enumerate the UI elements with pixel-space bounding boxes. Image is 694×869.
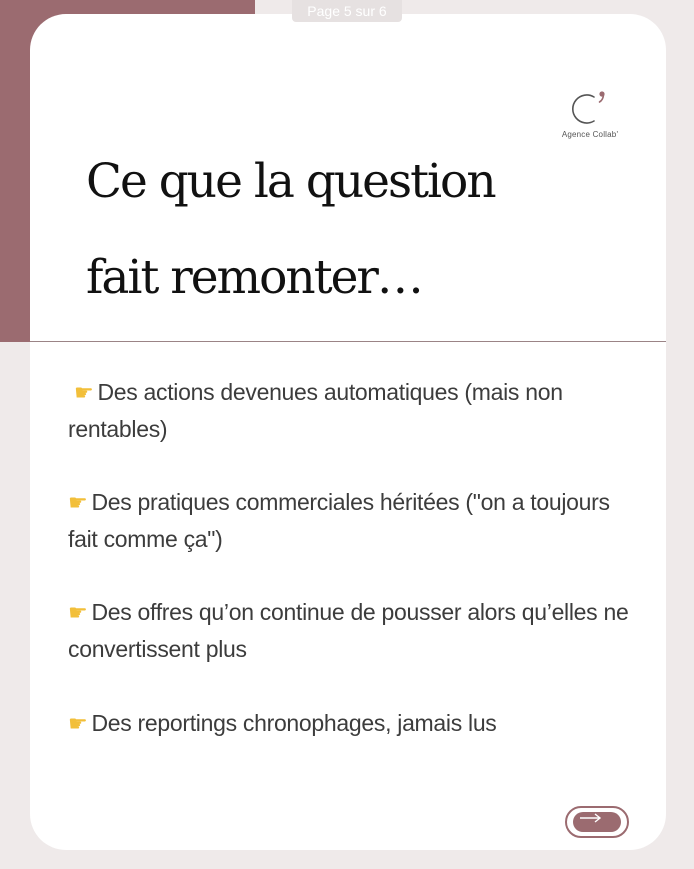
pointing-hand-icon: ☛ [68,490,88,515]
next-slide-button[interactable] [565,806,629,838]
page-indicator: Page 5 sur 6 [292,0,402,22]
pointing-hand-icon: ☛ [68,600,88,625]
logo-text: Agence Collab' [561,130,619,139]
pointing-hand-icon: ☛ [68,711,88,736]
list-item-text: Des actions devenues automatiques (mais non rentables) [68,379,563,442]
arrow-right-icon [579,812,603,824]
list-item [68,705,638,742]
list-item-text: Des offres qu’on continue de pousser alors qu’elles ne convertissent plus [68,599,629,662]
list-item-text: Des pratiques commerciales héritées ("on a toujours fait comme ça") [68,489,610,552]
list-item [68,484,638,558]
slide-card [30,14,666,850]
pointing-hand-icon: ☛ [74,380,94,405]
agence-collab-logo [550,88,630,148]
list-item-text: Des reportings chronophages, jamais lus [91,710,497,736]
page-title [86,134,546,326]
title-line-1: Ce que la question [86,154,495,209]
title-line-2: fait remonter… [86,250,422,305]
divider [30,341,666,342]
c-apostrophe-logo-icon [564,88,608,130]
list-item [68,594,638,668]
list-item [68,374,638,448]
